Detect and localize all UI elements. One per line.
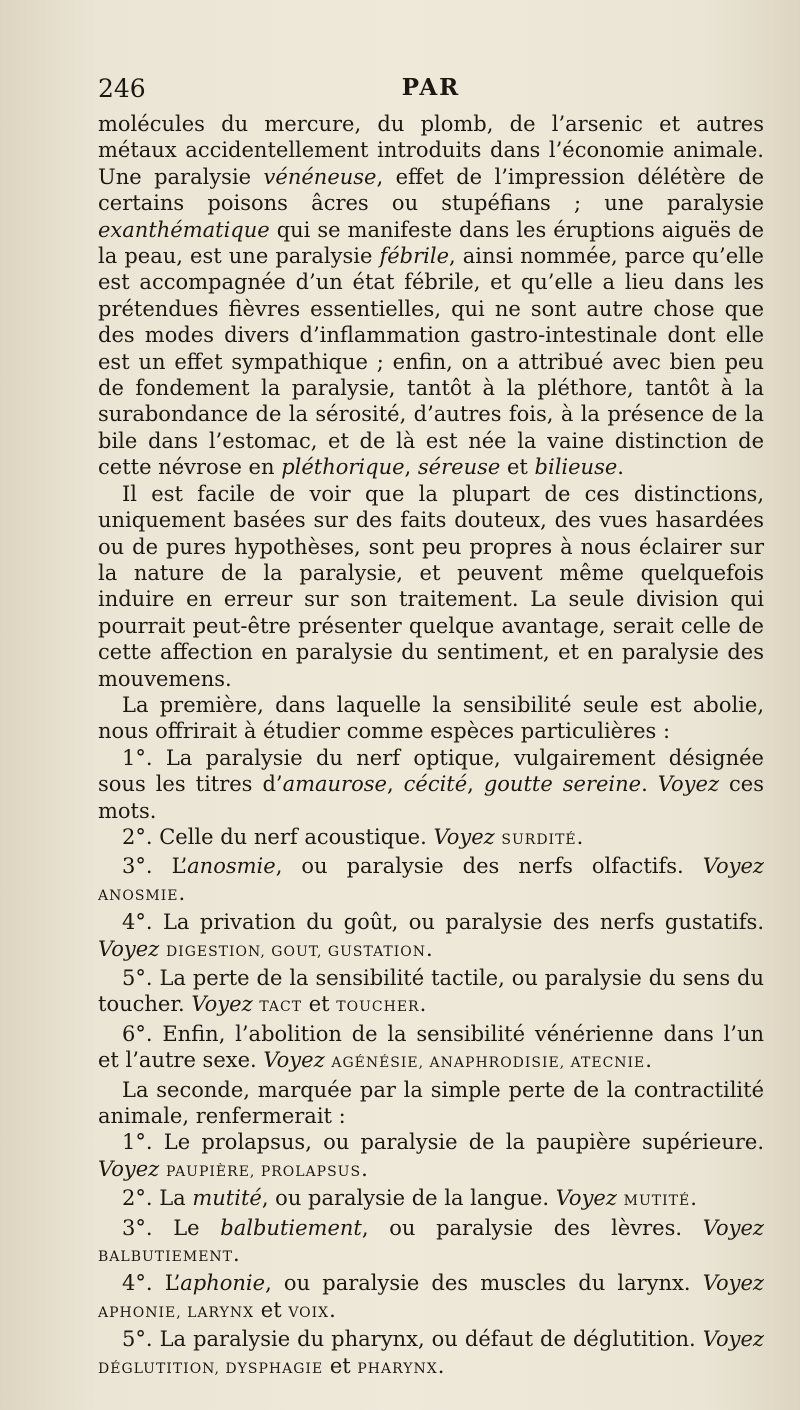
italic-term: anosmie (187, 854, 276, 879)
text-run: et (500, 455, 535, 480)
text-run: La seconde, marquée par la simple perte de la contractilité animale, renfermerait : (98, 1077, 764, 1129)
italic-term: balbutiement (220, 1215, 362, 1240)
cross-reference: MUTITÉ (623, 1193, 691, 1210)
text-run: , ou paralysie des nerfs olfactifs. (275, 854, 703, 879)
italic-term: exanthématique (98, 217, 270, 242)
text-run: . (361, 1156, 368, 1181)
text-run: Il est facile de voir que la plupart de ces distinctions, uniquement basées sur des faits douteux, des vues hasardées ou de pures hypothèses, sont peu propres à nous éclairer sur la nature de la paralysie, et peuvent même quelquefois induire en erreur sur son traitement. La seule division qui pourrait peut-être présenter quelque avantage, serait celle de cette affection en paralysie du sentiment, et en paralysie des mouvemens. (98, 481, 764, 691)
text-run: qui se manifeste dans les éruptions aiguës de la peau, est une paralysie (98, 217, 764, 269)
text-run: , (386, 772, 404, 797)
text-run: . (329, 1297, 336, 1322)
italic-term: goutte sereine (483, 772, 642, 797)
text-run: , effet de l’impression délétère de certains poisons âcres ou stupéfians ; une paralysie (98, 164, 764, 216)
text-run: . (690, 1186, 697, 1211)
cross-reference: SURDITÉ (501, 831, 577, 848)
cross-reference: BALBUTIEMENT (98, 1249, 234, 1266)
text-run: , (404, 455, 418, 480)
italic-term: Voyez (657, 772, 720, 797)
text-run: et (323, 1353, 358, 1378)
paragraph (98, 1021, 764, 1077)
text-run: et (254, 1297, 289, 1322)
text-run: . (576, 824, 584, 849)
text-run: , ou paralysie de la langue. (261, 1186, 556, 1211)
text-run: 1°. Le prolapsus, ou paralysie de la paupière supérieure. (122, 1130, 764, 1155)
paragraph (98, 1270, 764, 1326)
paragraph (98, 692, 764, 745)
paragraph (98, 1215, 764, 1271)
text-run: 3°. L’ (122, 854, 188, 879)
text-run: 6°. Enfin, l’abolition de la sensibilité vénérienne dans l’un et l’autre sexe. (98, 1021, 764, 1073)
paragraph (98, 1185, 764, 1214)
paragraph (98, 745, 764, 824)
italic-term: aphonie (180, 1271, 266, 1296)
text-run: . (426, 936, 433, 961)
cross-reference: TACT (259, 999, 303, 1016)
paragraph (98, 909, 764, 965)
paragraph (98, 1077, 764, 1130)
cross-reference: ANOSMIE (98, 887, 179, 904)
text-run: 3°. Le (122, 1215, 221, 1240)
italic-term: Voyez (702, 854, 764, 879)
paragraph (98, 965, 764, 1021)
text-run: . (178, 880, 186, 905)
italic-term: mutité (192, 1186, 262, 1211)
text-run: 5°. La perte de la sensibilité tactile, ou paralysie du sens du toucher. (98, 966, 764, 1017)
paragraph (98, 824, 764, 853)
paragraph (98, 853, 764, 909)
body-text (98, 111, 764, 1382)
italic-term: Voyez (191, 992, 253, 1017)
italic-term: amaurose (282, 772, 387, 797)
italic-term: vénéneuse (263, 164, 377, 189)
text-run: 4°. L’ (122, 1271, 181, 1296)
text-run: 5°. La paralysie du pharynx, ou défaut de déglutition. (122, 1327, 703, 1352)
text-run: , ainsi nommée, parce qu’elle est accompagnée d’un état fébrile, et qu’elle a lieu dans les prétendues fièvres essentielles, qui ne sont autre chose que des modes divers d’inflammation gastro-intestinale dont elle est un effet sympathique ; enfin, on a attribué avec bien peu de fondement la paralysie, tantôt à la pléthore, tantôt à la surabondance de la sérosité, d’autres fois, à la présence de la bile dans l’estomac, et de là est née la vaine distinction de cette névrose en (98, 244, 764, 480)
text-run: 2°. Celle du nerf acoustique. (122, 824, 434, 849)
italic-term: Voyez (702, 1215, 764, 1240)
italic-term: Voyez (263, 1048, 325, 1073)
text-run: 1°. La paralysie du nerf optique, vulgairement désignée sous les titres d’ (98, 745, 764, 797)
text-run (617, 1186, 624, 1210)
cross-reference: APHONIE, LARYNX (98, 1304, 255, 1321)
italic-term: Voyez (98, 1156, 160, 1181)
text-run: ces mots. (98, 772, 764, 823)
italic-term: Voyez (98, 936, 160, 961)
text-run: . (437, 1353, 445, 1378)
text-run: et (302, 992, 337, 1017)
text-run: , ou paralysie des muscles du larynx. (265, 1271, 703, 1296)
text-run: . (645, 1048, 652, 1073)
cross-reference: DIGESTION, GOUT, GUSTATION (165, 943, 427, 960)
paragraph (98, 111, 764, 481)
paragraph (98, 1129, 764, 1185)
italic-term: Voyez (702, 1327, 764, 1352)
cross-reference: PAUPIÈRE, PROLAPSUS (165, 1163, 362, 1180)
paragraph (98, 1326, 764, 1382)
italic-term: pléthorique (281, 455, 405, 480)
text-run (159, 1157, 166, 1181)
text-run (159, 937, 166, 961)
italic-term: fébrile (379, 244, 450, 269)
text-run: . (233, 1242, 240, 1267)
italic-term: Voyez (702, 1271, 764, 1296)
text-run: La première, dans laquelle la sensibilité seule est abolie, nous offrirait à étudier comme espèces particulières : (98, 692, 764, 744)
italic-term: Voyez (555, 1186, 617, 1211)
page-number: 246 (98, 74, 146, 103)
text-run: molécules du mercure, du plomb, de l’arsenic et autres métaux accidentellement introduits dans l’économie animale. Une paralysie (98, 112, 764, 189)
text-run: , ou paralysie des lèvres. (361, 1215, 703, 1240)
italic-term: Voyez (433, 824, 495, 849)
italic-term: bilieuse (534, 455, 618, 480)
italic-term: séreuse (417, 455, 501, 480)
cross-reference: VOIX (288, 1304, 330, 1321)
text-run: 4°. La privation du goût, ou paralysie des nerfs gustatifs. (122, 910, 764, 935)
cross-reference: PHARYNX (357, 1360, 438, 1377)
cross-reference: TOUCHER (336, 999, 420, 1016)
paragraph (98, 481, 764, 692)
page-header (98, 74, 764, 114)
cross-reference: DÉGLUTITION, DYSPHAGIE (98, 1360, 324, 1377)
text-run: , (467, 772, 484, 797)
text-run: . (419, 992, 427, 1017)
text-run: . (617, 455, 624, 480)
italic-term: cécité (403, 772, 468, 797)
running-head: PAR (401, 74, 461, 101)
text-run: . (641, 772, 658, 797)
cross-reference: AGÉNÉSIE, ANAPHRODISIE, ATECNIE (331, 1055, 646, 1072)
text-run: 2°. La (122, 1186, 193, 1211)
